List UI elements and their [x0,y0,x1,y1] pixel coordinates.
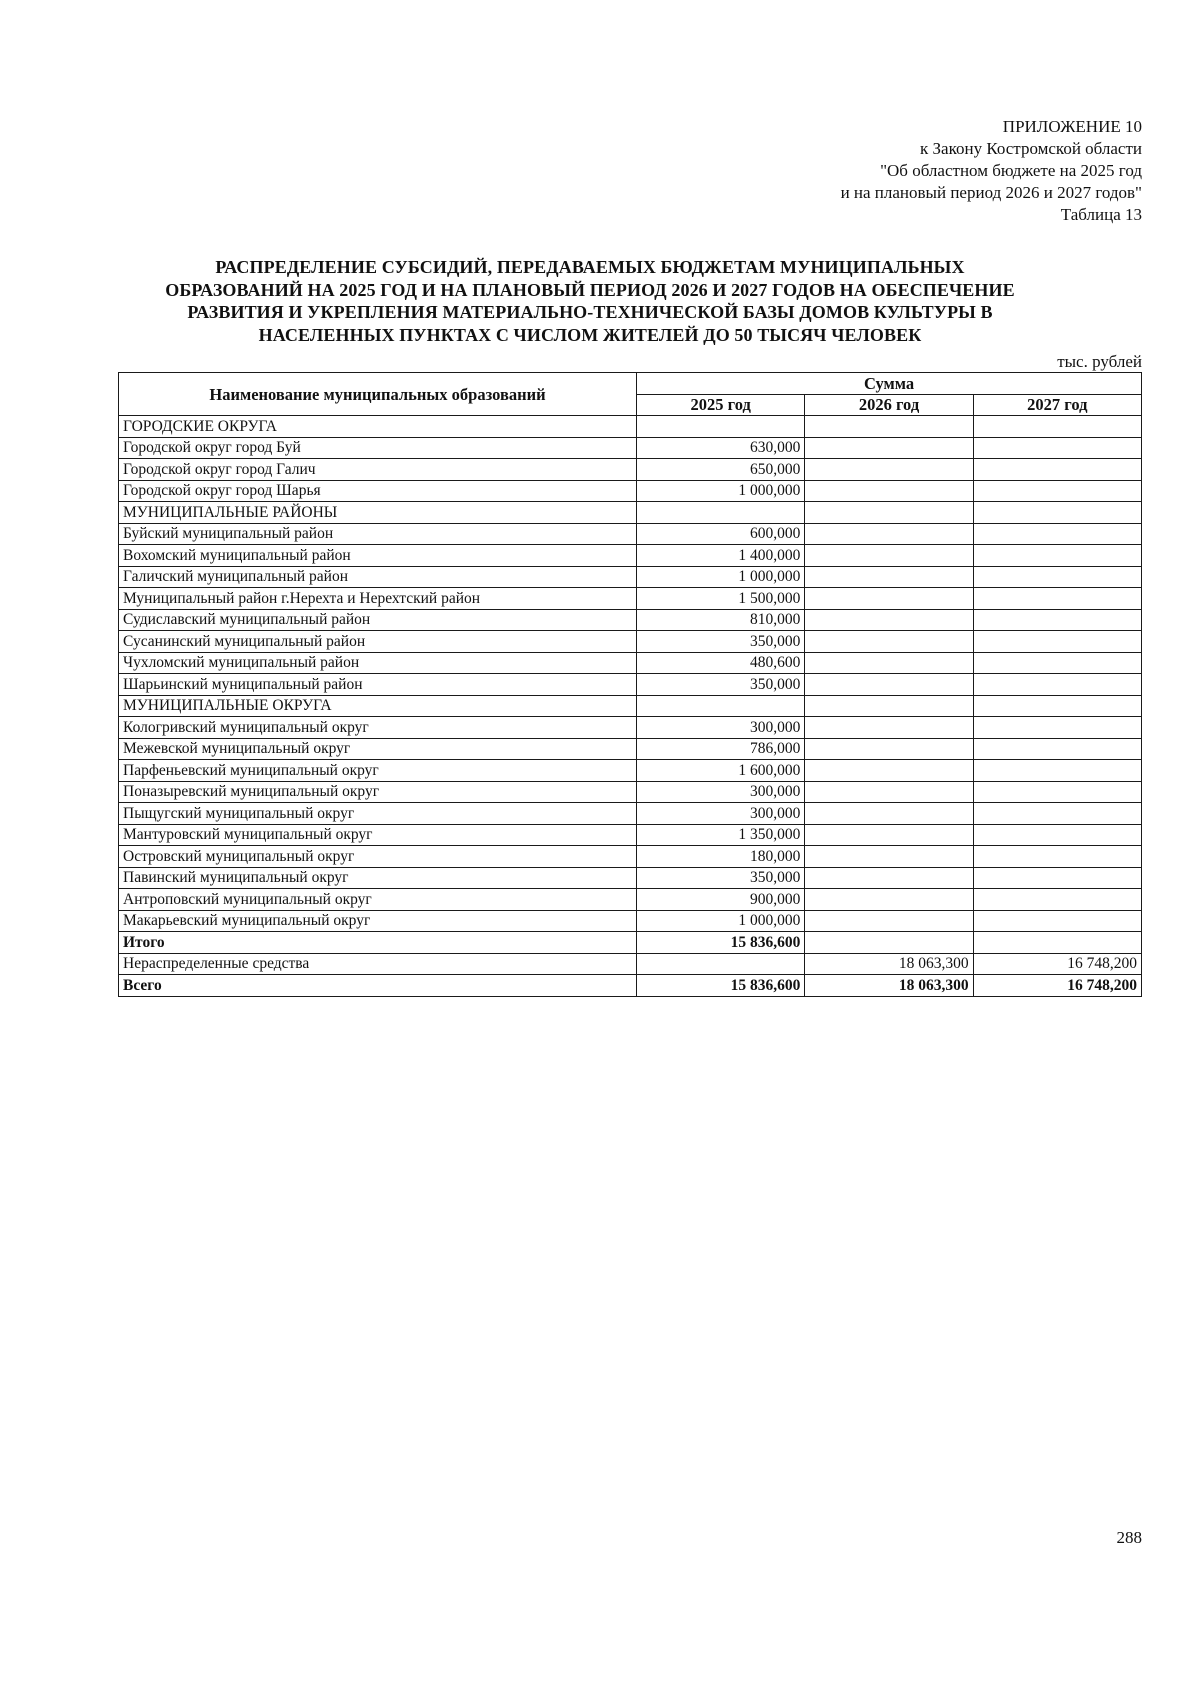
cell-2027 [973,459,1141,481]
cell-name: Итого [119,932,637,954]
cell-2027 [973,566,1141,588]
cell-2026 [805,674,973,696]
cell-2026 [805,609,973,631]
cell-name: Вохомский муниципальный район [119,545,637,567]
title-line4: НАСЕЛЕННЫХ ПУНКТАХ С ЧИСЛОМ ЖИТЕЛЕЙ ДО 50 ТЫСЯЧ ЧЕЛОВЕК [258,324,922,345]
cell-2026 [805,867,973,889]
cell-2025: 1 500,000 [637,588,805,610]
grand-total-row [119,975,1142,997]
cell-2025: 300,000 [637,803,805,825]
cell-2026 [805,437,973,459]
cell-2026 [805,738,973,760]
cell-2027 [973,588,1141,610]
cell-2027 [973,760,1141,782]
cell-2026 [805,803,973,825]
table-row [119,588,1142,610]
appendix-number: ПРИЛОЖЕНИЕ 10 [1002,117,1142,136]
cell-2025: 900,000 [637,889,805,911]
title-line3: РАЗВИТИЯ И УКРЕПЛЕНИЯ МАТЕРИАЛЬНО-ТЕХНИЧЕСКОЙ БАЗЫ ДОМОВ КУЛЬТУРЫ В [187,302,993,322]
header-municipality: Наименование муниципальных образований [119,373,637,416]
cell-2027 [973,824,1141,846]
cell-2026 [805,695,973,717]
cell-2025: 180,000 [637,846,805,868]
table-row [119,910,1142,932]
cell-2025: 15 836,600 [637,975,805,997]
cell-name: Нераспределенные средства [119,953,637,975]
cell-2025: 600,000 [637,523,805,545]
cell-name: МУНИЦИПАЛЬНЫЕ РАЙОНЫ [119,502,637,524]
table-row [119,545,1142,567]
cell-2027 [973,781,1141,803]
table-row [119,609,1142,631]
cell-2026 [805,631,973,653]
cell-2027 [973,437,1141,459]
cell-2026 [805,566,973,588]
title-line2: ОБРАЗОВАНИЙ НА 2025 ГОД И НА ПЛАНОВЫЙ ПЕРИОД 2026 И 2027 ГОДОВ НА ОБЕСПЕЧЕНИЕ [165,279,1015,300]
cell-name: Парфеньевский муниципальный округ [119,760,637,782]
cell-name: Межевской муниципальный округ [119,738,637,760]
table-row [119,824,1142,846]
table-row [119,846,1142,868]
cell-2025 [637,416,805,438]
cell-name: Мантуровский муниципальный округ [119,824,637,846]
cell-2025: 15 836,600 [637,932,805,954]
document-title [140,256,1040,346]
cell-name: Пыщугский муниципальный округ [119,803,637,825]
cell-2026 [805,459,973,481]
cell-name: Сусанинский муниципальный район [119,631,637,653]
cell-2025: 1 000,000 [637,566,805,588]
table-row [119,459,1142,481]
table-row [119,437,1142,459]
table-row [119,717,1142,739]
cell-2027 [973,910,1141,932]
unallocated-row [119,953,1142,975]
cell-2025: 786,000 [637,738,805,760]
cell-2027 [973,717,1141,739]
table-body [119,416,1142,997]
table-row [119,760,1142,782]
cell-2026 [805,910,973,932]
table-row [119,480,1142,502]
cell-2027 [973,416,1141,438]
cell-2025: 1 000,000 [637,480,805,502]
cell-name: Шарьинский муниципальный район [119,674,637,696]
cell-2025: 300,000 [637,781,805,803]
cell-2025: 810,000 [637,609,805,631]
cell-2025: 480,600 [637,652,805,674]
cell-2025: 350,000 [637,674,805,696]
cell-2026 [805,523,973,545]
cell-2026 [805,717,973,739]
table-number: Таблица 13 [1060,205,1142,224]
cell-2025: 1 350,000 [637,824,805,846]
cell-2025: 350,000 [637,631,805,653]
table-row [119,416,1142,438]
cell-name: Всего [119,975,637,997]
table-row [119,674,1142,696]
cell-name: Макарьевский муниципальный округ [119,910,637,932]
cell-2025: 350,000 [637,867,805,889]
cell-2027 [973,609,1141,631]
cell-2027: 16 748,200 [973,975,1141,997]
header-2025: 2025 год [637,394,805,416]
cell-name: Кологривский муниципальный округ [119,717,637,739]
cell-2025: 650,000 [637,459,805,481]
header-sum: Сумма [637,373,1142,395]
table-row [119,502,1142,524]
cell-2027 [973,652,1141,674]
cell-name: Буйский муниципальный район [119,523,637,545]
table-row [119,631,1142,653]
cell-name: Антроповский муниципальный округ [119,889,637,911]
cell-2025 [637,953,805,975]
cell-name: Чухломский муниципальный район [119,652,637,674]
cell-2027: 16 748,200 [973,953,1141,975]
cell-2026 [805,824,973,846]
cell-2025 [637,695,805,717]
cell-2027 [973,523,1141,545]
cell-name: Поназыревский муниципальный округ [119,781,637,803]
cell-2025: 300,000 [637,717,805,739]
cell-name: Муниципальный район г.Нерехта и Нерехтский район [119,588,637,610]
cell-2027 [973,695,1141,717]
cell-2026 [805,889,973,911]
cell-2025: 630,000 [637,437,805,459]
cell-name: Городской округ город Галич [119,459,637,481]
table-row [119,695,1142,717]
cell-2026 [805,781,973,803]
table-row [119,867,1142,889]
cell-2027 [973,738,1141,760]
units-label: тыс. рублей [1057,352,1142,371]
cell-2026 [805,502,973,524]
subsidy-table [118,372,1142,997]
cell-2026 [805,416,973,438]
title-line1: РАСПРЕДЕЛЕНИЕ СУБСИДИЙ, ПЕРЕДАВАЕМЫХ БЮДЖЕТАМ МУНИЦИПАЛЬНЫХ [215,257,965,277]
cell-2027 [973,889,1141,911]
law-title-line1: "Об областном бюджете на 2025 год [880,161,1142,180]
cell-2025 [637,502,805,524]
law-title-line2: и на плановый период 2026 и 2027 годов" [840,183,1142,202]
cell-2027 [973,674,1141,696]
cell-name: МУНИЦИПАЛЬНЫЕ ОКРУГА [119,695,637,717]
cell-name: Островский муниципальный округ [119,846,637,868]
cell-2026 [805,932,973,954]
cell-2026 [805,588,973,610]
page-number: 288 [1116,1528,1142,1547]
cell-name: ГОРОДСКИЕ ОКРУГА [119,416,637,438]
cell-2027 [973,631,1141,653]
cell-2026: 18 063,300 [805,975,973,997]
cell-2026 [805,480,973,502]
cell-2026 [805,846,973,868]
cell-2026 [805,652,973,674]
cell-name: Галичский муниципальный район [119,566,637,588]
cell-2027 [973,803,1141,825]
cell-2027 [973,502,1141,524]
law-reference: к Закону Костромской области [920,139,1142,158]
cell-name: Павинский муниципальный округ [119,867,637,889]
header-2026: 2026 год [805,394,973,416]
cell-2026 [805,545,973,567]
cell-name: Городской округ город Буй [119,437,637,459]
cell-2026 [805,760,973,782]
table-row [119,652,1142,674]
cell-name: Городской округ город Шарья [119,480,637,502]
cell-2025: 1 400,000 [637,545,805,567]
cell-2027 [973,545,1141,567]
cell-2025: 1 600,000 [637,760,805,782]
table-row [119,566,1142,588]
header-2027: 2027 год [973,394,1141,416]
cell-2027 [973,846,1141,868]
cell-2025: 1 000,000 [637,910,805,932]
cell-name: Судиславский муниципальный район [119,609,637,631]
table-row [119,738,1142,760]
cell-2027 [973,932,1141,954]
cell-2026: 18 063,300 [805,953,973,975]
table-row [119,781,1142,803]
cell-2027 [973,480,1141,502]
table-row [119,889,1142,911]
total-row [119,932,1142,954]
appendix-header [622,116,1142,226]
table-row [119,523,1142,545]
cell-2027 [973,867,1141,889]
table-row [119,803,1142,825]
